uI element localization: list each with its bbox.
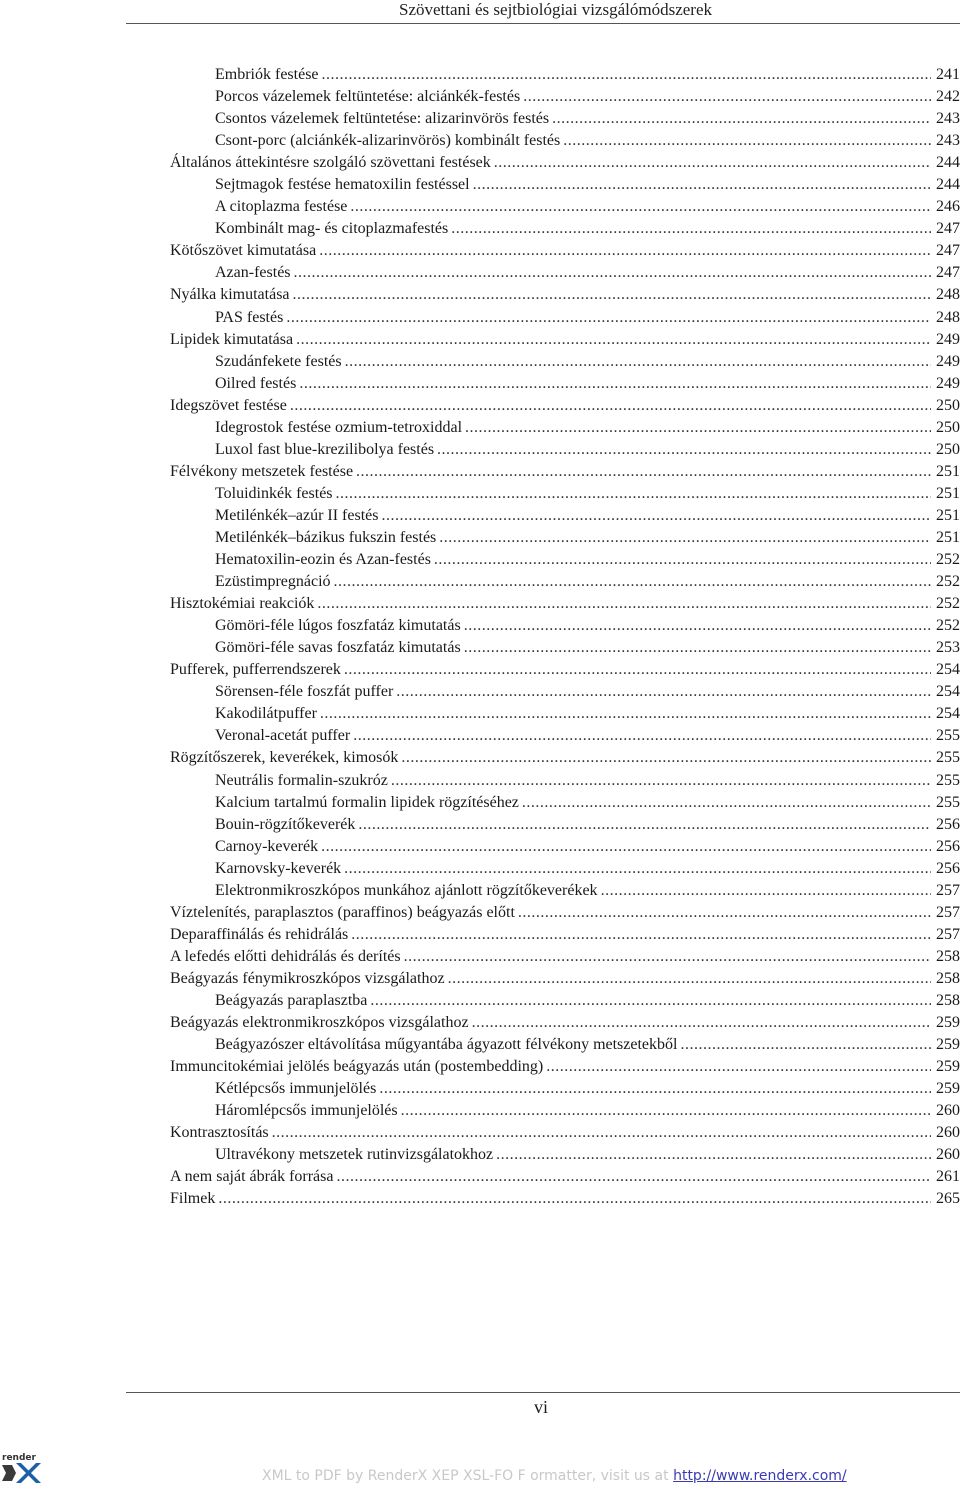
toc-entry-label: Kalcium tartalmú formalin lipidek rögzítéséhez xyxy=(215,793,519,811)
toc-entry-page: 249 xyxy=(936,352,960,370)
toc-entry-page: 256 xyxy=(936,815,960,833)
toc-dot-leader xyxy=(296,329,931,351)
toc-entry-label: Oilred festés xyxy=(215,374,297,392)
toc-entry-label: Rögzítőszerek, keverékek, kimosók xyxy=(170,749,399,767)
toc-dot-leader xyxy=(319,240,931,262)
toc-entry-label: Idegrostok festése ozmium-tetroxiddal xyxy=(215,418,463,436)
toc-dot-leader xyxy=(321,836,931,858)
toc-entry-label: Sejtmagok festése hematoxilin festéssel xyxy=(215,176,470,194)
toc-dot-leader xyxy=(601,880,931,902)
toc-entry-label: Porcos vázelemek feltüntetése: alciánkék-festés xyxy=(215,88,521,106)
toc-entry-label: Félvékony metszetek festése xyxy=(170,462,354,480)
toc-entry-page: 249 xyxy=(936,374,960,392)
toc-entry-page: 247 xyxy=(936,264,960,282)
toc-entry-page: 261 xyxy=(936,1168,960,1186)
toc-dot-leader xyxy=(494,152,931,174)
toc-entry[interactable] xyxy=(170,946,960,968)
toc-entry[interactable] xyxy=(170,703,960,725)
toc-entry-label: Kontrasztosítás xyxy=(170,1124,269,1142)
toc-entry-label: Deparaffinálás és rehidrálás xyxy=(170,925,349,943)
toc-entry-page: 259 xyxy=(936,1080,960,1098)
renderx-x-icon xyxy=(2,1453,42,1485)
toc-entry-page: 254 xyxy=(936,683,960,701)
toc-dot-leader xyxy=(218,1188,931,1210)
toc-dot-leader xyxy=(448,968,931,990)
toc-entry-label: Gömöri-féle savas foszfatáz kimutatás xyxy=(215,639,461,657)
page-number: vi xyxy=(533,1397,548,1417)
toc-dot-leader xyxy=(496,1144,931,1166)
toc-entry[interactable] xyxy=(170,615,960,637)
toc-entry[interactable] xyxy=(170,64,960,86)
toc-dot-leader xyxy=(451,218,931,240)
toc-entry-label: Hematoxilin-eozin és Azan-festés xyxy=(215,551,431,569)
toc-entry-label: Általános áttekintésre szolgáló szövettani festések xyxy=(170,154,491,172)
toc-entry[interactable] xyxy=(170,814,960,836)
toc-dot-leader xyxy=(381,505,931,527)
toc-entry-label: Csontos vázelemek feltüntetése: alizarinvörös festés xyxy=(215,110,550,128)
toc-entry[interactable] xyxy=(170,637,960,659)
toc-entry-label: Filmek xyxy=(170,1190,216,1208)
toc-entry-page: 257 xyxy=(936,903,960,921)
toc-entry[interactable] xyxy=(170,1122,960,1144)
header-divider xyxy=(126,23,960,24)
toc-entry-label: Kakodilátpuffer xyxy=(215,705,317,723)
toc-dot-leader xyxy=(317,593,931,615)
toc-entry[interactable] xyxy=(170,770,960,792)
toc-entry-label: Beágyazás paraplasztba xyxy=(215,991,368,1009)
toc-entry-label: Ezüstimpregnáció xyxy=(215,573,331,591)
toc-dot-leader xyxy=(345,351,931,373)
toc-entry-page: 260 xyxy=(936,1146,960,1164)
toc-dot-leader xyxy=(336,483,931,505)
toc-entry-page: 260 xyxy=(936,1102,960,1120)
toc-entry-page: 259 xyxy=(936,1014,960,1032)
toc-entry-page: 252 xyxy=(936,617,960,635)
toc-dot-leader xyxy=(396,681,931,703)
toc-entry-page: 259 xyxy=(936,1036,960,1054)
toc-dot-leader xyxy=(286,307,931,329)
toc-entry-label: Csont-porc (alciánkék-alizarinvörös) kombinált festés xyxy=(215,132,561,150)
toc-entry-page: 251 xyxy=(936,506,960,524)
toc-entry[interactable] xyxy=(170,1100,960,1122)
toc-entry-page: 251 xyxy=(936,528,960,546)
footer-divider xyxy=(126,1392,960,1393)
toc-entry-page: 260 xyxy=(936,1124,960,1142)
toc-entry-label: A nem saját ábrák forrása xyxy=(170,1168,334,1186)
toc-entry-page: 247 xyxy=(936,242,960,260)
logo-text: render xyxy=(2,1453,36,1463)
toc-entry[interactable] xyxy=(170,351,960,373)
toc-entry[interactable] xyxy=(170,571,960,593)
toc-entry-label: Immuncitokémiai jelölés beágyazás után (postembedding) xyxy=(170,1058,544,1076)
toc-entry[interactable] xyxy=(170,880,960,902)
toc-entry[interactable] xyxy=(170,593,960,615)
toc-entry-page: 251 xyxy=(936,484,960,502)
toc-entry-label: Gömöri-féle lúgos foszfatáz kimutatás xyxy=(215,617,461,635)
renderx-logo xyxy=(2,1453,42,1485)
toc-entry-page: 253 xyxy=(936,639,960,657)
toc-entry-label: Metilénkék–azúr II festés xyxy=(215,506,379,524)
toc-dot-leader xyxy=(437,439,931,461)
toc-entry-page: 252 xyxy=(936,573,960,591)
toc-entry-page: 256 xyxy=(936,837,960,855)
toc-entry-label: Víztelenítés, paraplasztos (paraffinos) beágyazás előtt xyxy=(170,903,515,921)
watermark-link[interactable]: http://www.renderx.com/ xyxy=(673,1468,847,1484)
toc-dot-leader xyxy=(350,196,931,218)
toc-entry-label: Háromlépcsős immunjelölés xyxy=(215,1102,398,1120)
toc-entry-page: 251 xyxy=(936,462,960,480)
toc-entry[interactable] xyxy=(170,681,960,703)
toc-entry[interactable] xyxy=(170,174,960,196)
toc-dot-leader xyxy=(344,659,931,681)
toc-entry[interactable] xyxy=(170,549,960,571)
toc-dot-leader xyxy=(522,792,931,814)
toc-entry-label: PAS festés xyxy=(215,308,284,326)
toc-entry-page: 244 xyxy=(936,154,960,172)
toc-entry-page: 250 xyxy=(936,418,960,436)
toc-entry-page: 256 xyxy=(936,859,960,877)
toc-entry[interactable] xyxy=(170,461,960,483)
toc-entry-label: Metilénkék–bázikus fukszin festés xyxy=(215,528,437,546)
toc-entry-label: Beágyazás fénymikroszkópos vizsgálathoz xyxy=(170,969,445,987)
watermark xyxy=(262,1467,847,1485)
toc-entry-label: Veronal-acetát puffer xyxy=(215,727,351,745)
toc-entry-label: A citoplazma festése xyxy=(215,198,348,216)
toc-entry[interactable] xyxy=(170,902,960,924)
toc-entry[interactable] xyxy=(170,792,960,814)
toc-dot-leader xyxy=(290,395,931,417)
toc-entry-page: 258 xyxy=(936,991,960,1009)
toc-entry[interactable] xyxy=(170,968,960,990)
toc-dot-leader xyxy=(293,284,931,306)
toc-entry-page: 252 xyxy=(936,551,960,569)
toc-entry-label: Sörensen-féle foszfát puffer xyxy=(215,683,394,701)
toc-entry[interactable] xyxy=(170,108,960,130)
toc-entry[interactable] xyxy=(170,307,960,329)
toc-entry-page: 243 xyxy=(936,132,960,150)
toc-entry-page: 241 xyxy=(936,66,960,83)
toc-entry-label: Nyálka kimutatása xyxy=(170,286,290,304)
toc-entry[interactable] xyxy=(170,1034,960,1056)
toc-dot-leader xyxy=(680,1034,931,1056)
toc-entry-page: 246 xyxy=(936,198,960,216)
toc-dot-leader xyxy=(294,262,931,284)
toc-dot-leader xyxy=(370,990,931,1012)
toc-entry[interactable] xyxy=(170,373,960,395)
toc-dot-leader xyxy=(351,924,931,946)
toc-entry-page: 257 xyxy=(936,925,960,943)
toc-entry[interactable] xyxy=(170,1166,960,1188)
toc-dot-leader xyxy=(379,1078,931,1100)
toc-dot-leader xyxy=(464,637,931,659)
toc-dot-leader xyxy=(401,747,931,769)
toc-entry-page: 248 xyxy=(936,308,960,326)
toc-entry[interactable] xyxy=(170,262,960,284)
toc-entry-label: Idegszövet festése xyxy=(170,396,287,414)
toc-entry[interactable] xyxy=(170,990,960,1012)
toc-dot-leader xyxy=(356,461,931,483)
toc-entry-label: Ultravékony metszetek rutinvizsgálatokhoz xyxy=(215,1146,494,1164)
toc-dot-leader xyxy=(552,108,931,130)
toc-entry-page: 247 xyxy=(936,220,960,238)
toc-dot-leader xyxy=(334,571,931,593)
toc-entry-label: Kétlépcsős immunjelölés xyxy=(215,1080,377,1098)
toc-entry[interactable] xyxy=(170,858,960,880)
toc-entry[interactable] xyxy=(170,284,960,306)
toc-entry-page: 254 xyxy=(936,705,960,723)
toc-entry[interactable] xyxy=(170,1012,960,1034)
toc-entry-label: Pufferek, pufferrendszerek xyxy=(170,661,341,679)
toc-entry-page: 265 xyxy=(936,1190,960,1208)
toc-entry[interactable] xyxy=(170,747,960,769)
toc-entry[interactable] xyxy=(170,1144,960,1166)
toc-entry-page: 244 xyxy=(936,176,960,194)
toc-entry-page: 258 xyxy=(936,969,960,987)
toc-dot-leader xyxy=(322,64,931,86)
toc-entry-label: Luxol fast blue-krezilibolya festés xyxy=(215,440,435,458)
toc-entry[interactable] xyxy=(170,527,960,549)
toc-entry-page: 257 xyxy=(936,881,960,899)
toc-entry-page: 250 xyxy=(936,440,960,458)
toc-dot-leader xyxy=(465,417,931,439)
toc-entry[interactable] xyxy=(170,218,960,240)
toc-dot-leader xyxy=(353,725,931,747)
toc-entry[interactable] xyxy=(170,152,960,174)
toc-dot-leader xyxy=(344,858,931,880)
toc-entry-page: 250 xyxy=(936,396,960,414)
toc-entry[interactable] xyxy=(170,439,960,461)
toc-entry-label: Embriók festése xyxy=(215,66,319,83)
toc-entry[interactable] xyxy=(170,836,960,858)
toc-entry-page: 248 xyxy=(936,286,960,304)
toc-entry-page: 255 xyxy=(936,749,960,767)
toc-entry[interactable] xyxy=(170,1056,960,1078)
toc-dot-leader xyxy=(518,902,931,924)
toc-entry[interactable] xyxy=(170,1188,960,1210)
toc-entry[interactable] xyxy=(170,329,960,351)
toc-entry-label: Hisztokémiai reakciók xyxy=(170,595,315,613)
toc-dot-leader xyxy=(336,1166,931,1188)
toc-dot-leader xyxy=(473,174,931,196)
toc-entry[interactable] xyxy=(170,1078,960,1100)
toc-entry-label: Neutrális formalin-szukróz xyxy=(215,771,388,789)
toc-dot-leader xyxy=(434,549,931,571)
toc-entry-label: Carnoy-keverék xyxy=(215,837,319,855)
toc-entry-label: Kötőszövet kimutatása xyxy=(170,242,317,260)
toc-entry[interactable] xyxy=(170,659,960,681)
toc-entry[interactable] xyxy=(170,395,960,417)
toc-entry-page: 259 xyxy=(936,1058,960,1076)
toc-entry[interactable] xyxy=(170,483,960,505)
toc-entry-page: 252 xyxy=(936,595,960,613)
toc-dot-leader xyxy=(472,1012,931,1034)
table-of-contents xyxy=(170,64,960,1210)
toc-dot-leader xyxy=(358,814,931,836)
toc-dot-leader xyxy=(320,703,931,725)
toc-entry-page: 258 xyxy=(936,947,960,965)
toc-dot-leader xyxy=(464,615,931,637)
toc-entry-label: Lipidek kimutatása xyxy=(170,330,294,348)
toc-entry-page: 242 xyxy=(936,88,960,106)
toc-entry-label: Azan-festés xyxy=(215,264,291,282)
toc-entry[interactable] xyxy=(170,725,960,747)
toc-entry[interactable] xyxy=(170,240,960,262)
toc-dot-leader xyxy=(391,770,931,792)
toc-entry[interactable] xyxy=(170,924,960,946)
running-header xyxy=(0,0,960,23)
toc-dot-leader xyxy=(563,130,931,152)
toc-entry-page: 255 xyxy=(936,727,960,745)
toc-entry-page: 243 xyxy=(936,110,960,128)
toc-entry-page: 255 xyxy=(936,793,960,811)
toc-entry-page: 249 xyxy=(936,330,960,348)
toc-entry[interactable] xyxy=(170,196,960,218)
toc-entry[interactable] xyxy=(170,505,960,527)
toc-entry-label: Kombinált mag- és citoplazmafestés xyxy=(215,220,449,238)
toc-dot-leader xyxy=(523,86,931,108)
toc-entry-label: Karnovsky-keverék xyxy=(215,859,342,877)
header-title: Szövettani és sejtbiológiai vizsgálómódszerek xyxy=(398,0,712,19)
toc-entry-label: Beágyazás elektronmikroszkópos vizsgálathoz xyxy=(170,1014,469,1032)
toc-dot-leader xyxy=(439,527,931,549)
toc-entry-label: Bouin-rögzítőkeverék xyxy=(215,815,356,833)
toc-dot-leader xyxy=(546,1056,931,1078)
toc-entry-label: A lefedés előtti dehidrálás és derítés xyxy=(170,947,401,965)
watermark-text: XML to PDF by RenderX XEP XSL-FO F ormatter, visit us at xyxy=(262,1468,674,1484)
toc-entry[interactable] xyxy=(170,417,960,439)
toc-entry-page: 255 xyxy=(936,771,960,789)
toc-entry-page: 254 xyxy=(936,661,960,679)
toc-entry-label: Szudánfekete festés xyxy=(215,352,342,370)
toc-entry-label: Beágyazószer eltávolítása műgyantába ágyazott félvékony metszetekből xyxy=(215,1036,678,1054)
toc-dot-leader xyxy=(299,373,931,395)
toc-entry[interactable] xyxy=(170,86,960,108)
toc-entry-label: Toluidinkék festés xyxy=(215,484,333,502)
toc-dot-leader xyxy=(401,1100,931,1122)
toc-dot-leader xyxy=(272,1122,931,1144)
toc-entry[interactable] xyxy=(170,130,960,152)
toc-entry-label: Elektronmikroszkópos munkához ajánlott rögzítőkeverékek xyxy=(215,881,598,899)
toc-dot-leader xyxy=(404,946,931,968)
